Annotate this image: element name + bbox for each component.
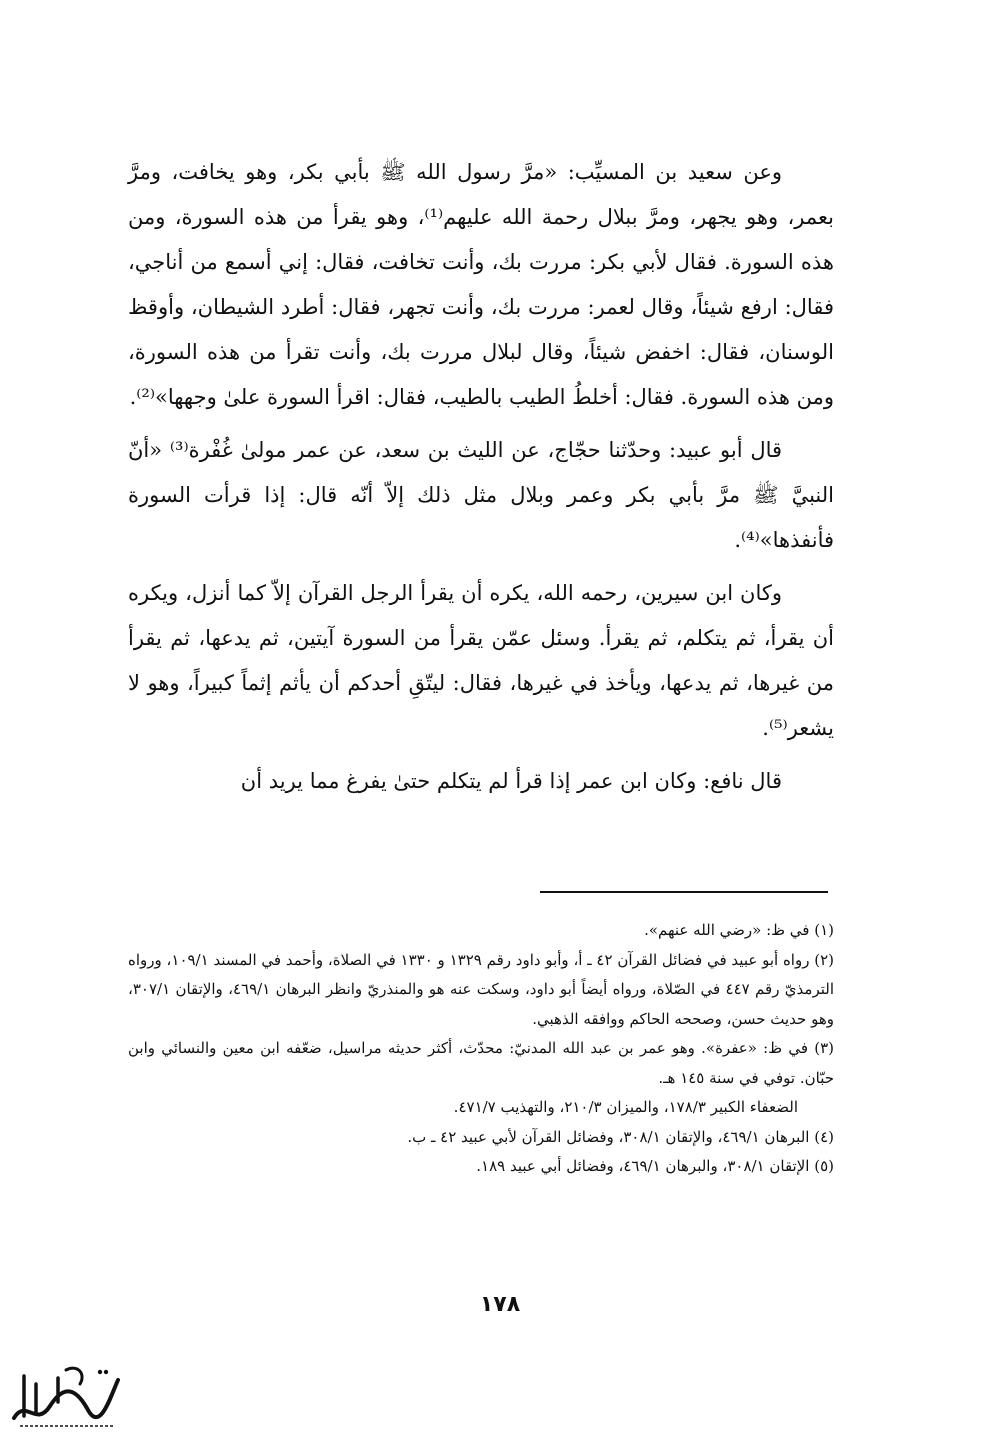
footnotes [128, 916, 834, 1182]
footnote-1: (١) في ظ: «رضي الله عنهم». [644, 921, 834, 939]
paragraph-abu-ubayd: قال أبو عبيد: وحدّثنا حجّاج، عن الليث بن سعد، عن عمر مولىٰ غُفْرة⁽³⁾ «أنّ النبيَّ ﷺ مرَّ بأبي بكر وعمر وبلال مثل ذلك إلاّ أنّه قال: إذا قرأت السورة فأنفذها»⁽⁴⁾. [128, 438, 834, 552]
footnote-5: (٥) الإتقان ٣٠٨/١، والبرهان ٤٦٩/١، وفضائل أبي عبيد ١٨٩. [476, 1157, 834, 1175]
paragraph-nafi: قال نافع: وكان ابن عمر إذا قرأ لم يتكلم حتىٰ يفرغ مما يريد أن [240, 769, 782, 793]
page-number: ١٧٨ [479, 1292, 521, 1317]
library-logo [6, 1358, 124, 1434]
paragraph-said-ibn-musayyib: وعن سعيد بن المسيِّب: «مرَّ رسول الله ﷺ بأبي بكر، وهو يخافت، ومرَّ بعمر، وهو يجهر، ومرَّ ببلال رحمة الله عليهم⁽¹⁾، وهو يقرأ من هذه السورة، ومن هذه السورة. فقال لأبي بكر: مررت بك، وأنت تخافت، فقال: إني أسمع من أناجي، فقال: ارفع شيئاً، وقال لعمر: مررت بك، وأنت تجهر، فقال: أطرد الشيطان، وأوقظ الوسنان، فقال: اخفض شيئاً، وقال لبلال مررت بك، وأنت تقرأ من هذه السورة، ومن هذه السورة. فقال: أخلطُ الطيب بالطيب، فقال: اقرأ السورة علىٰ وجهها»⁽²⁾. [128, 160, 835, 409]
footnote-3: (٣) في ظ: «عفرة». وهو عمر بن عبد الله المدنيّ: محدّث، أكثر حديثه مراسيل، ضعّفه ابن معين والنسائي وابن حبّان. توفي في سنة ١٤٥ هـ. [128, 1039, 834, 1087]
footnote-2: (٢) رواه أبو عبيد في فضائل القرآن ٤٢ ـ أ، وأبو داود رقم ١٣٢٩ و ١٣٣٠ في الصلاة، وأحمد في المسند ١٠٩/١، ورواه الترمذيّ رقم ٤٤٧ في الصّلاة، ورواه أيضاً أبو داود، وسكت عنه هو والمنذريّ وانظر البرهان ٤٦٩/١، والإتقان ٣٠٧/١، وهو حديث حسن، وصححه الحاكم ووافقه الذهبي. [128, 950, 835, 1028]
main-text [128, 150, 834, 812]
footnote-4: (٤) البرهان ٤٦٩/١، والإتقان ٣٠٨/١، وفضائل القرآن لأبي عبيد ٤٢ ـ ب. [407, 1127, 834, 1146]
paragraph-ibn-sirin: وكان ابن سيرين، رحمه الله، يكره أن يقرأ الرجل القرآن إلاّ كما أنزل، ويكره أن يقرأ، ثم يتكلم، ثم يقرأ. وسئل عمّن يقرأ من السورة آيتين، ثم يدعها، ثم يقرأ من غيرها، ثم يدعها، ويأخذ في غيرها، فقال: ليتّقِ أحدكم أن يأثم إثماً كبيراً، وهو لا يشعر⁽⁵⁾. [128, 581, 834, 740]
footnote-separator [540, 891, 828, 893]
footnote-3-continuation: الضعفاء الكبير ١٧٨/٣، والميزان ٢١٠/٣، والتهذيب ٤٧١/٧. [453, 1098, 798, 1116]
